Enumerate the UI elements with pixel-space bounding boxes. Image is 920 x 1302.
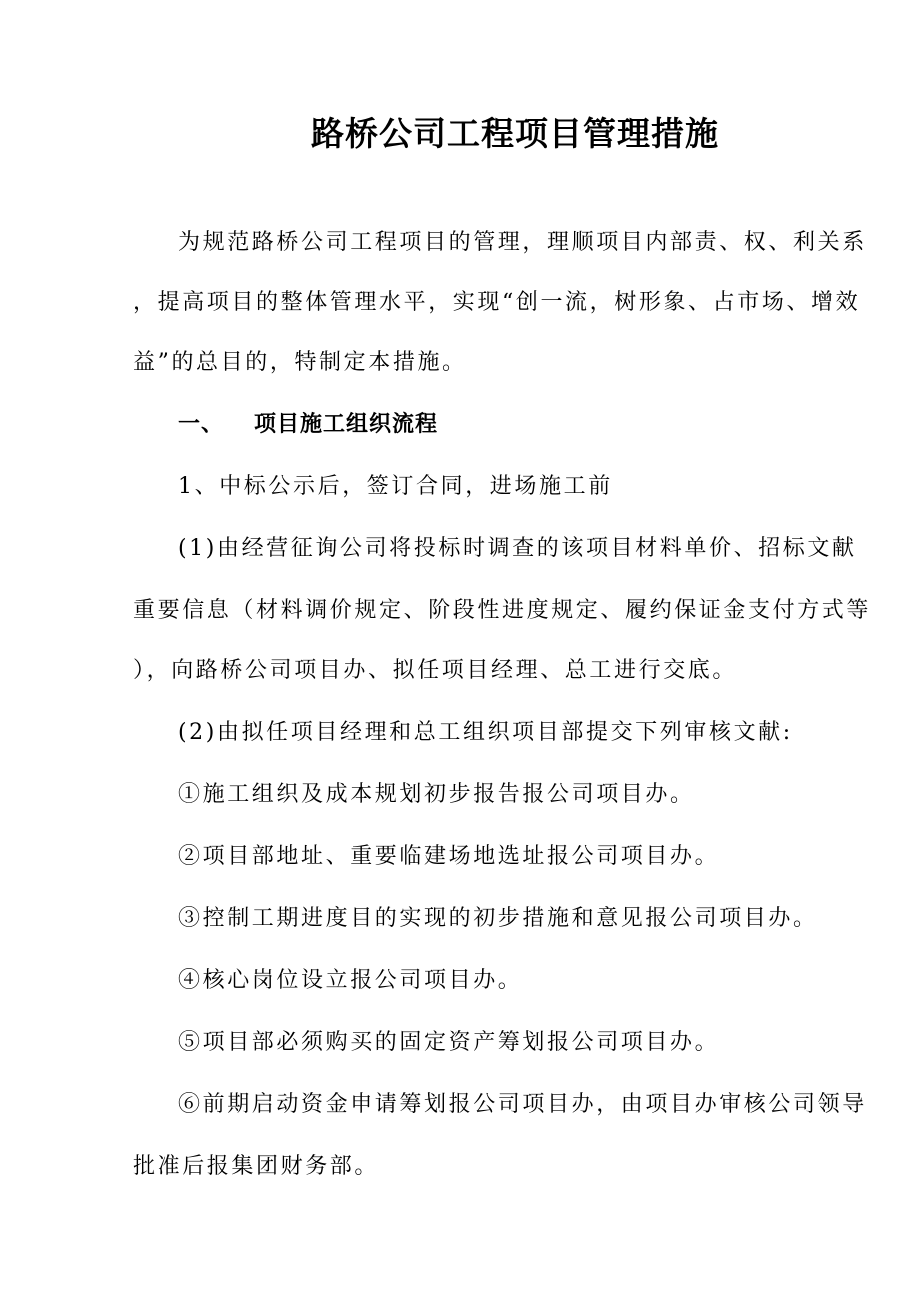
section-heading [178, 410, 438, 440]
para1-line-2: 重要信息（材料调价规定、阶段性进度规定、履约保证金支付方式等 [133, 598, 872, 623]
list-item-continuation: 批准后报集团财务部。 [133, 1154, 380, 1179]
list-item: ⑥前期启动资金申请筹划报公司项目办，由项目办审核公司领导 [178, 1092, 867, 1117]
list-item: ③控制工期进度目的实现的初步措施和意见报公司项目办。 [178, 906, 818, 931]
intro-line-1: 为规范路桥公司工程项目的管理，理顺项目内部责、权、利关系 [178, 230, 867, 255]
subsection-1: 1、中标公示后，签订合同，进场施工前 [178, 474, 613, 499]
intro-line-2: ，提高项目的整体管理水平，实现“创一流，树形象、占市场、增效 [133, 290, 861, 315]
list-item: ①施工组织及成本规划初步报告报公司项目办。 [178, 782, 695, 807]
para1-line-3: ），向路桥公司项目办、拟任项目经理、总工进行交底。 [133, 658, 738, 683]
section-number: 一、 [178, 412, 225, 437]
list-item: ⑤项目部必须购买的固定资产筹划报公司项目办。 [178, 1030, 720, 1055]
para1-line-1: (1)由经营征询公司将投标时调查的该项目材料单价、招标文献 [178, 536, 857, 561]
document-title: 路桥公司工程项目管理措施 [311, 114, 719, 153]
intro-line-3: 益”的总目的，特制定本措施。 [133, 350, 467, 375]
para2: (2)由拟任项目经理和总工组织项目部提交下列审核文献: [178, 720, 793, 745]
list-item: ④核心岗位设立报公司项目办。 [178, 968, 523, 993]
section-title: 项目施工组织流程 [254, 412, 439, 437]
list-item: ②项目部地址、重要临建场地选址报公司项目办。 [178, 844, 720, 869]
